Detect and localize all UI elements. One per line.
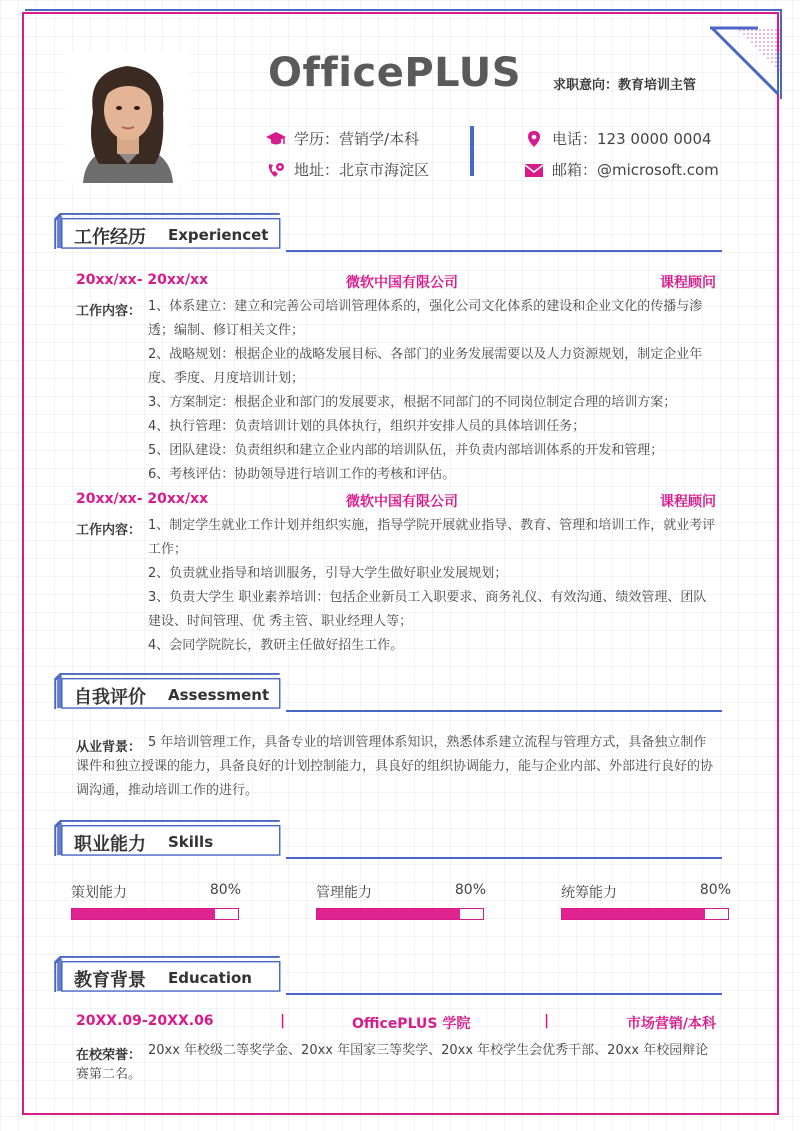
job-2-content-label: 工作内容： [76,523,142,538]
skill-bar-fill [562,909,705,919]
job-intent: 求职意向：教育培训主管 [553,78,697,93]
job-1-content-label: 工作内容： [76,304,142,319]
job-2-items: 1、制定学生就业工作计划并组织实施，指导学院开展就业指导、教育、管理和培训工作，就业考评工作； 2、负责就业指导和培训服务，引导大学生做好职业发展规划； 3、负责大学生 职业素养培训：包括企业新员工入职要求、商务礼仪、有效沟通、绩效管理、团队建设、时间管理、优 秀主管、职业经理人等； 4、会同学院院长，教研主任做好招生工作。 [148,518,716,653]
assessment-label: 从业背景： [76,740,142,755]
location-phone-icon [266,161,286,179]
email-info: 邮箱： @microsoft.com [524,159,719,180]
job-1-items: 1、体系建立：建立和完善公司培训管理体系的，强化公司文化体系的建设和企业文化的传播与渗透；编制、修订相关文件； 2、战略规划：根据企业的战略发展目标、各部门的业务发展需要以及人力资源规划，制定企业年度、季度、月度培训计划； 3、方案制定：根据企业和部门的发展要求，根据不同部门的不同岗位制定合理的培训方案； 4、执行管理：负责培训计划的具体执行，组织并安排人员的具体培训任务； 5、团队建设：负责组织和建立企业内部的培训队伍，并负责内部培训体系的开发和管理； 6、考核评估：协助领导进行培训工作的考核和评估。 [148,299,703,482]
job-1-header: 20xx/xx- 20xx/xx 微软中国有限公司 课程顾问 [76,272,716,291]
assessment-text: 5 年培训管理工作，具备专业的培训管理体系知识，熟悉体系建立流程与管理方式，具备独立制作课件和独立授课的能力，具备良好的计划控制能力，具良好的组织协调能力，能与企业内部、外部进行良好的协调沟通，推动培训工作的进行。 [76,735,714,798]
education-honors-text: 20xx 年校级二等奖学金、20xx 年国家三等奖学、20xx 年校学生会优秀干部、20xx 年校园辩论赛第二名。 [76,1043,709,1082]
frame-accent-top [25,9,782,11]
header-divider [470,126,474,176]
skill-bar-fill [317,909,460,919]
section-work-title: 工作经历 Experiencet [48,213,722,253]
applicant-name: OfficePLUS [268,50,522,96]
skill-bar [561,908,729,920]
address-info: 地址： 北京市海淀区 [266,159,429,180]
avatar [65,52,190,183]
skill-bar [316,908,484,920]
location-pin-icon [524,130,544,148]
section-education-title: 教育背景 Education [48,956,722,996]
corner-decoration [706,24,782,100]
envelope-icon [524,161,544,179]
section-skills-title: 职业能力 Skills [48,820,722,860]
education-header: 20XX.09-20XX.06 | OfficePLUS 学院 | 市场营销/本科 [76,1013,716,1032]
graduation-cap-icon [266,130,286,148]
phone-info: 电话： 123 0000 0004 [524,128,712,149]
education-honors-label: 在校荣誉： [76,1048,142,1063]
skill-bar [71,908,239,920]
section-assessment-title: 自我评价 Assessment [48,673,722,713]
education-info: 学历： 营销学/本科 [266,128,419,149]
job-2-header: 20xx/xx- 20xx/xx 微软中国有限公司 课程顾问 [76,491,716,510]
skill-bar-fill [72,909,215,919]
